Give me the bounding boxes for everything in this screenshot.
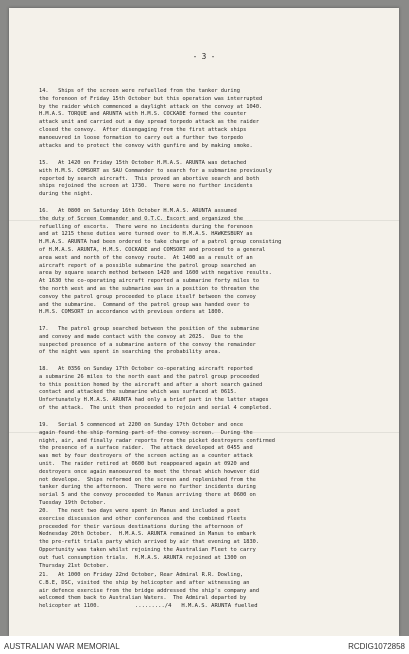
archive-caption-bar — [0, 636, 409, 654]
paragraph-19: 19. Serial 5 commenced at 2200 on Sunday 17th October and once again found the ship forming part of the convoy screen. During the night, air, and finally radar reports from the picket destroyers confirmed the presence of a surface raider. The attack developed at 0455 and was met by four destroyers of the screen acting as a counter attack unit. The raider retired at 0600 but reappeared again at 0920 and destroyers once again manoeuvred to meet the threat which however did not develope. Ships reformed on the screen and replenished from the tanker during the afternoon. There were no further incidents during serial 5 and the convoy proceeded to Manus arriving there at 0600 on Tuesday 19th October. — [39, 422, 275, 506]
paragraph-21: 21. At 1000 on Friday 22nd October, Rear Admiral R.R. Dowling, C.B.E, DSC, visited the ship by helicopter and after witnessing an air defence exercise from the bridge addressed the ship's company and welcomed them back to Australian Waters. The Admiral departed by helicopter at 1100. — [39, 572, 260, 610]
continuation-catchword: ........./4 H.M.A.S. ARUNTA fuelled — [135, 603, 258, 609]
paragraph-16: 16. At 0800 on Saturday 16th October H.M.A.S. ARUNTA assumed the duty of Screen Commander and O.T.C. Escort and organized the refuelling of escorts. There were no incidents during the forenoon and at 1215 these duties were turned over to H.M.A.S. HAWKESBURY as H.M.A.S. ARUNTA had been ordered to take charge of a patrol group consisting of H.M.A.S. ARUNTA, H.M.S. COCKADE and COMSORT and proceed to a general area west and north of the convoy route. At 1400 as a result of an aircraft report of a possible submarine the patrol group searched an area by square search method between 1420 and 1600 with negative results. At 1630 the co-operating aircraft reported a submarine forty miles to the north west and as the submarine was in a position to threaten the convoy the patrol group proceeded to place itself between the convoy and the submarine. Command of the patrol group was handed over to H.M.S. COMSORT in accordance with previous orders at 1800. — [39, 208, 282, 316]
paragraph-15: 15. At 1420 on Friday 15th October H.M.A.S. ARUNTA was detached with H.M.S. COMSORT as SAU Commander to search for a submarine previously reported by search aircraft. This proved an abortive search and both ships rejoined the screen at 1730. There were no further incidents during the night. — [39, 160, 272, 198]
document-page — [9, 8, 399, 636]
archive-name: AUSTRALIAN WAR MEMORIAL — [4, 642, 120, 651]
paragraph-17: 17. The patrol group searched between the position of the submarine and convoy and made contact with the convoy at 2025. Due to the suspected presence of a submarine astern of the convoy the remainder of the night was spent in searching the probability area. — [39, 326, 260, 356]
record-id: RCDIG1072858 — [348, 642, 405, 651]
paragraph-14: 14. Ships of the screen were refuelled from the tanker during the forenoon of Friday 15th October but this operation was interrupted by the raider which commenced a daylight attack on the convoy at 1040. H.M.A.S. TORQUE and ARUNTA with H.M.S. COCKADE formed the counter attack unit and carried out a day spread torpedo attack as the raider closed the convoy. After disengaging from the first attack ships manoeuvred in loose formation to carry out a further two torpedo attacks and to protect the convoy with gunfire and by making smoke. — [39, 88, 263, 149]
paragraph-18: 18. At 0356 on Sunday 17th October co-operating aircraft reported a submarine 26 miles to the north east and the patrol group proceeded to this position homed by the aircraft and after a short search gained contact and attacked the submarine which was surfaced at 0615. Unfortunately H.M.A.S. ARUNTA had only a brief part in the latter stages of the attack. The unit then proceeded to rejoin and serial 4 completed. — [39, 366, 272, 411]
page-number: - 3 - — [192, 52, 216, 61]
paragraph-20: 20. The next two days were spent in Manus and included a post exercise discussion and other conferences and the combined fleets proceeded for their various destinations during the afternoon of Wednesday 20th October. H.M.A.S. ARUNTA remained in Manus to embark the pre-refit trials party which arrived by air that evening at 1830. Opportunity was taken whilst rejoining the Australian Fleet to carry out fuel consumption trials. H.M.A.S. ARUNTA rejoined at 1300 on Thursday 21st October. — [39, 508, 260, 569]
